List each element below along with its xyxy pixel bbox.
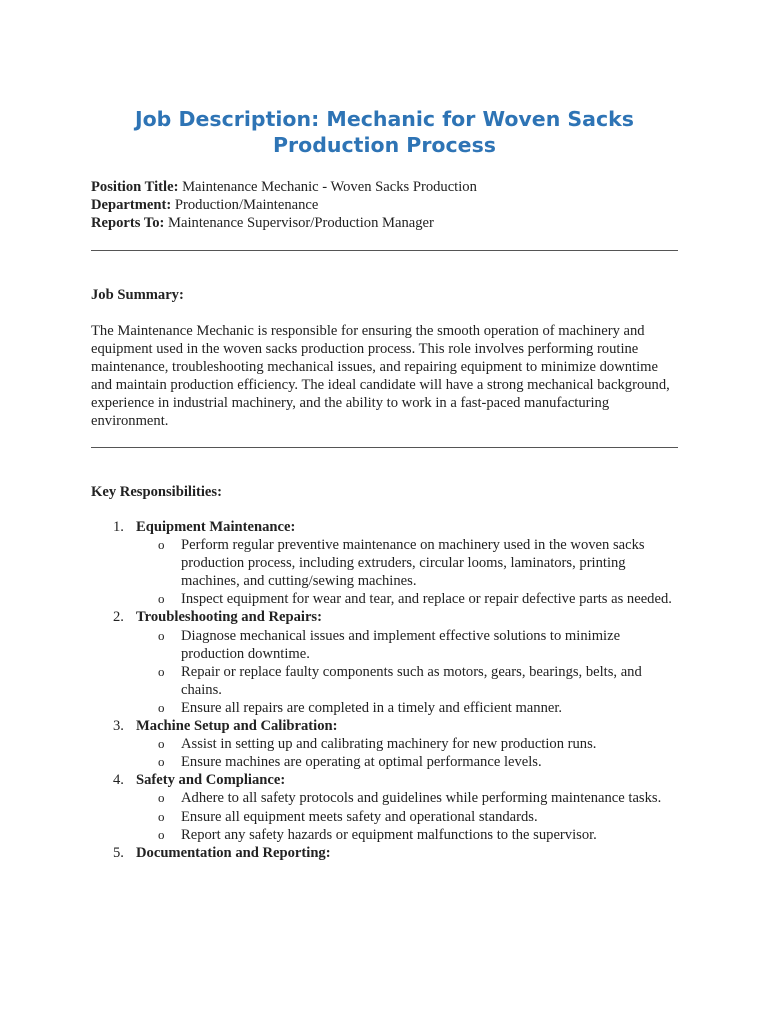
responsibility-point — [91, 663, 681, 699]
responsibility-point-text: Adhere to all safety protocols and guidelines while performing maintenance tasks. — [181, 790, 662, 807]
bullet-icon: o — [158, 663, 165, 679]
department-value: Production/Maintenance — [171, 197, 319, 213]
responsibility-title: Machine Setup and Calibration: — [136, 718, 338, 735]
responsibility-point-text: Inspect equipment for wear and tear, and replace or repair defective parts as needed. — [181, 591, 672, 608]
bullet-icon: o — [158, 591, 165, 607]
bullet-icon: o — [158, 736, 165, 752]
responsibility-heading — [91, 717, 681, 735]
responsibility-item — [91, 771, 681, 843]
document-title: Job Description: Mechanic for Woven Sacks Production Process — [134, 107, 635, 157]
reports-to-value: Maintenance Supervisor/Production Manager — [164, 215, 434, 231]
responsibility-point-text: Diagnose mechanical issues and implement effective solutions to minimize production downtime. — [181, 627, 621, 662]
responsibility-point-text: Ensure machines are operating at optimal performance levels. — [181, 754, 542, 771]
bullet-icon: o — [158, 790, 165, 806]
position-title-line — [91, 178, 678, 196]
responsibility-number: 3. — [113, 718, 124, 735]
responsibility-point — [91, 627, 681, 663]
bullet-icon: o — [158, 537, 165, 553]
responsibility-point — [91, 536, 681, 590]
position-title-label: Position Title: — [91, 179, 179, 195]
bullet-icon: o — [158, 808, 165, 824]
responsibility-point — [91, 826, 681, 844]
divider — [91, 250, 678, 251]
position-title-value: Maintenance Mechanic - Woven Sacks Production — [178, 179, 477, 195]
responsibility-point — [91, 808, 681, 826]
responsibility-title: Documentation and Reporting: — [136, 844, 331, 861]
responsibility-heading — [91, 518, 681, 536]
responsibility-point — [91, 735, 681, 753]
responsibility-point — [91, 753, 681, 771]
reports-to-label: Reports To: — [91, 215, 165, 231]
responsibility-item — [91, 518, 681, 608]
responsibility-heading — [91, 771, 681, 789]
reports-to-line — [91, 214, 678, 232]
bullet-icon: o — [158, 699, 165, 715]
responsibilities-list — [91, 518, 681, 862]
responsibility-number: 4. — [113, 772, 124, 789]
responsibility-number: 1. — [113, 519, 124, 535]
responsibility-item — [91, 844, 681, 862]
responsibility-point-text: Repair or replace faulty components such as motors, gears, bearings, belts, and chains. — [181, 663, 642, 698]
responsibility-heading — [91, 844, 681, 862]
bullet-icon: o — [158, 627, 165, 643]
responsibility-point — [91, 789, 681, 807]
responsibility-item — [91, 717, 681, 771]
responsibility-point — [91, 590, 681, 608]
key-responsibilities-heading: Key Responsibilities: — [91, 484, 222, 500]
bullet-icon: o — [158, 754, 165, 770]
responsibility-point-text: Assist in setting up and calibrating machinery for new production runs. — [181, 736, 597, 753]
responsibility-number: 5. — [113, 844, 124, 861]
divider — [91, 447, 678, 448]
responsibility-item — [91, 608, 681, 717]
responsibility-point-text: Ensure all repairs are completed in a timely and efficient manner. — [181, 699, 563, 716]
responsibility-heading — [91, 608, 681, 626]
responsibility-point-text: Report any safety hazards or equipment malfunctions to the supervisor. — [181, 826, 597, 843]
responsibility-point-text: Ensure all equipment meets safety and operational standards. — [181, 808, 538, 825]
responsibility-point-text: Perform regular preventive maintenance on machinery used in the woven sacks production process, including extruders, circular looms, laminators, printing machines, and cutting/sewing machines. — [181, 537, 645, 590]
responsibility-title: Troubleshooting and Repairs: — [136, 609, 322, 626]
responsibility-title: Equipment Maintenance: — [136, 519, 296, 535]
bullet-icon: o — [158, 826, 165, 842]
job-summary-heading: Job Summary: — [91, 287, 184, 303]
responsibility-number: 2. — [113, 609, 124, 626]
department-label: Department: — [91, 197, 172, 213]
job-summary-text: The Maintenance Mechanic is responsible for ensuring the smooth operation of machinery and equipment used in the woven sacks production process. This role involves performing routine maintenance, troubleshooting mechanical issues, and repairing equipment to minimize downtime and maintain production efficiency. The ideal candidate will have a strong mechanical background, experience in industrial machinery, and the ability to work in a fast-paced manufacturing environment. — [91, 323, 670, 430]
responsibility-point — [91, 699, 681, 717]
department-line — [91, 196, 678, 214]
job-meta — [91, 178, 678, 232]
responsibility-title: Safety and Compliance: — [136, 772, 286, 789]
